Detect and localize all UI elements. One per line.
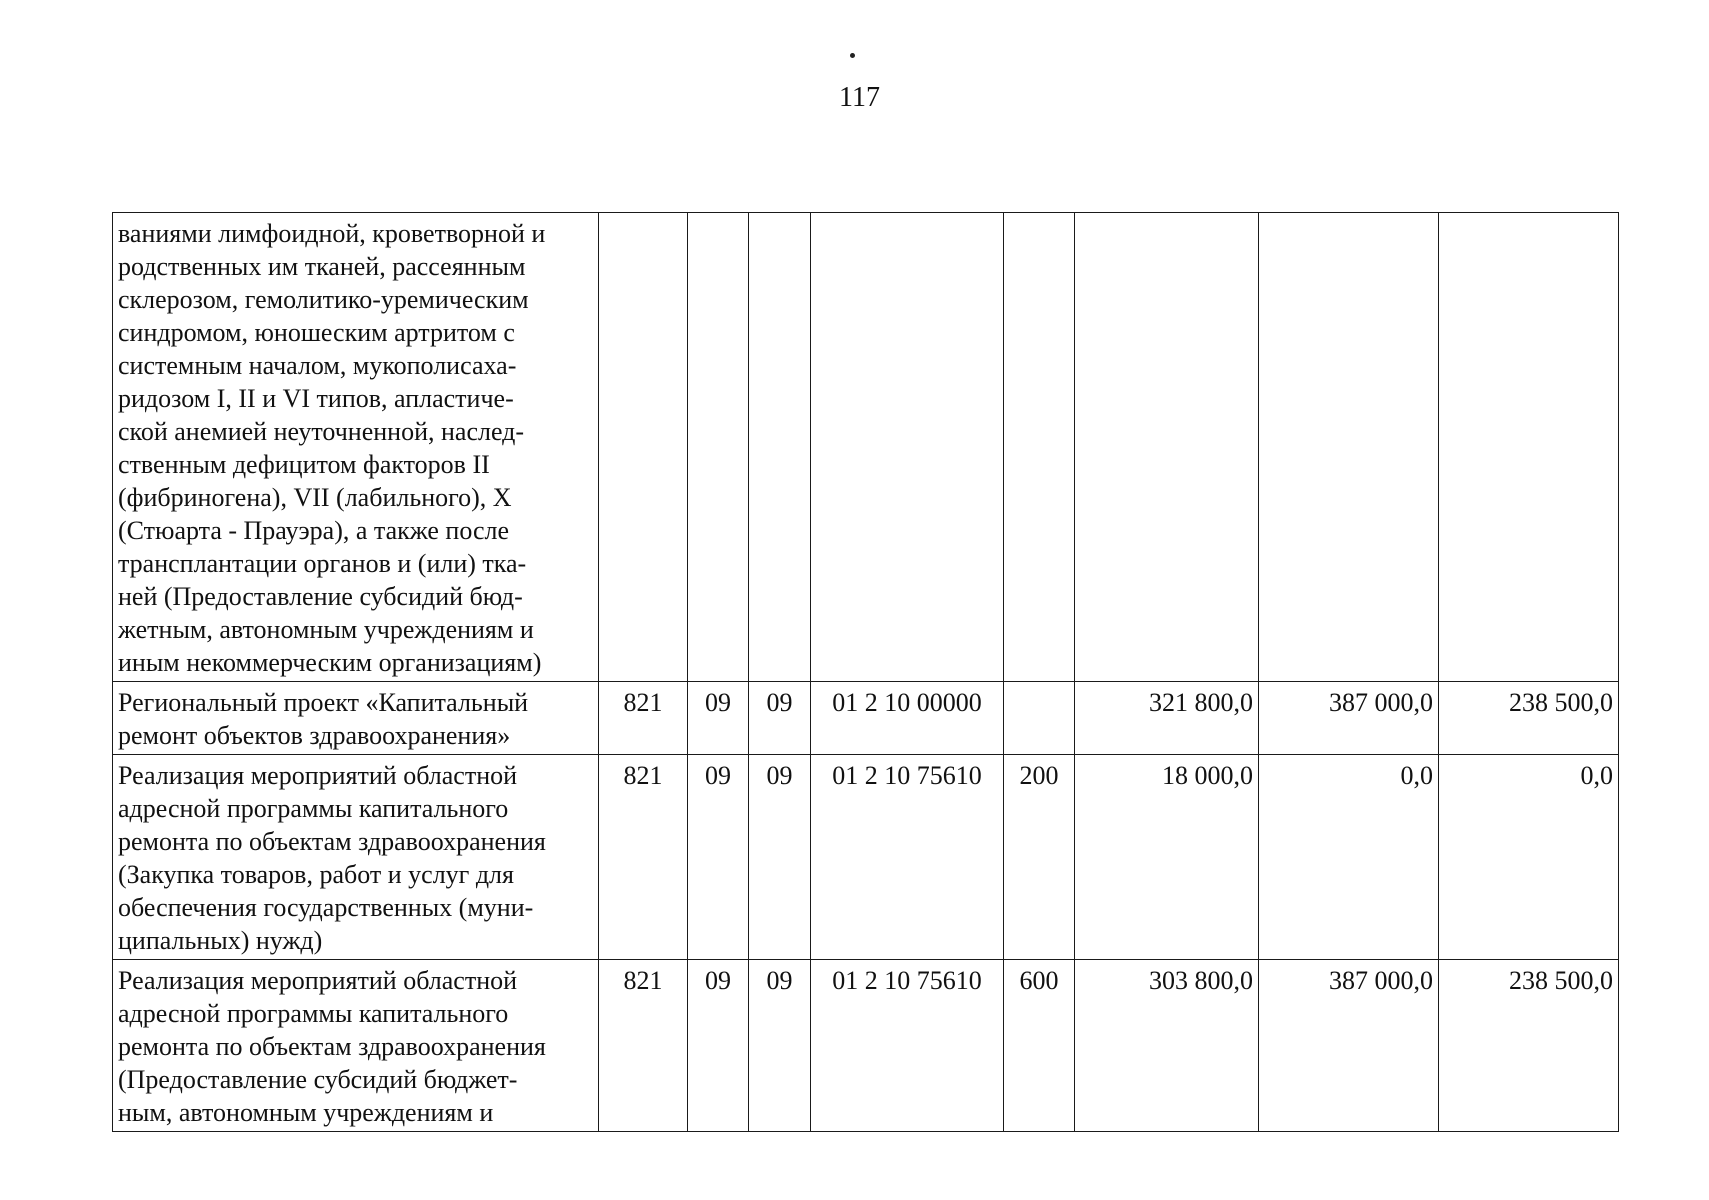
subsection-cell: 09	[749, 682, 811, 755]
description-line: трансплантации органов и (или) тка-	[118, 549, 527, 578]
description-line: ремонта по объектам здравоохранения	[118, 827, 546, 856]
description-line: жетным, автономным учреждениям и	[118, 615, 534, 644]
budget-table	[112, 212, 1619, 1132]
target-article-cell: 01 2 10 75610	[811, 755, 1004, 960]
description-line: адресной программы капитального	[118, 794, 509, 823]
description-line: (Стюарта - Прауэра), а также после	[118, 516, 510, 545]
description-line: иным некоммерческим организациям)	[118, 648, 542, 677]
year1-amount-cell	[1075, 213, 1259, 682]
table-row	[113, 960, 1619, 1132]
year1-amount-cell: 321 800,0	[1075, 682, 1259, 755]
description-line: ридозом I, II и VI типов, апластиче-	[118, 384, 514, 413]
ministry-cell: 821	[599, 682, 688, 755]
year3-amount-cell	[1439, 213, 1619, 682]
subsection-cell	[749, 213, 811, 682]
row-description	[113, 755, 599, 960]
expense-type-cell	[1004, 682, 1075, 755]
subsection-cell: 09	[749, 960, 811, 1132]
section-cell: 09	[688, 682, 749, 755]
description-line: ваниями лимфоидной, кроветворной и	[118, 219, 546, 248]
description-line: Региональный проект «Капитальный	[118, 688, 529, 717]
description-line: родственных им тканей, рассеянным	[118, 252, 526, 281]
year1-amount-cell: 18 000,0	[1075, 755, 1259, 960]
ministry-cell: 821	[599, 755, 688, 960]
description-line: обеспечения государственных (муни-	[118, 893, 534, 922]
row-description	[113, 682, 599, 755]
year2-amount-cell: 387 000,0	[1259, 960, 1439, 1132]
target-article-cell: 01 2 10 00000	[811, 682, 1004, 755]
description-line: (фибриногена), VII (лабильного), X	[118, 483, 512, 512]
table-body	[113, 213, 1619, 1132]
year3-amount-cell: 238 500,0	[1439, 960, 1619, 1132]
expense-type-cell	[1004, 213, 1075, 682]
row-description	[113, 960, 599, 1132]
description-line: ремонта по объектам здравоохранения	[118, 1032, 546, 1061]
page-number: 117	[839, 82, 880, 113]
section-cell: 09	[688, 960, 749, 1132]
description-line: склерозом, гемолитико-уремическим	[118, 285, 529, 314]
description-line: ней (Предоставление субсидий бюд-	[118, 582, 523, 611]
description-line: ным, автономным учреждениям и	[118, 1098, 494, 1127]
table-row	[113, 755, 1619, 960]
description-line: (Предоставление субсидий бюджет-	[118, 1065, 518, 1094]
description-line: ремонт объектов здравоохранения»	[118, 721, 511, 750]
year2-amount-cell: 387 000,0	[1259, 682, 1439, 755]
section-cell: 09	[688, 755, 749, 960]
ministry-cell	[599, 213, 688, 682]
subsection-cell: 09	[749, 755, 811, 960]
description-line: ципальных) нужд)	[118, 926, 323, 955]
description-line: адресной программы капитального	[118, 999, 509, 1028]
scan-speck	[850, 53, 855, 58]
year3-amount-cell: 0,0	[1439, 755, 1619, 960]
expense-type-cell: 600	[1004, 960, 1075, 1132]
expense-type-cell: 200	[1004, 755, 1075, 960]
year2-amount-cell	[1259, 213, 1439, 682]
table-row	[113, 682, 1619, 755]
year3-amount-cell: 238 500,0	[1439, 682, 1619, 755]
target-article-cell: 01 2 10 75610	[811, 960, 1004, 1132]
ministry-cell: 821	[599, 960, 688, 1132]
target-article-cell	[811, 213, 1004, 682]
description-line: ственным дефицитом факторов II	[118, 450, 490, 479]
description-line: Реализация мероприятий областной	[118, 761, 518, 790]
description-line: ской анемией неуточненной, наслед-	[118, 417, 525, 446]
table-row	[113, 213, 1619, 682]
year1-amount-cell: 303 800,0	[1075, 960, 1259, 1132]
description-line: синдромом, юношеским артритом с	[118, 318, 515, 347]
section-cell	[688, 213, 749, 682]
year2-amount-cell: 0,0	[1259, 755, 1439, 960]
description-line: (Закупка товаров, работ и услуг для	[118, 860, 514, 889]
row-description	[113, 213, 599, 682]
description-line: Реализация мероприятий областной	[118, 966, 518, 995]
description-line: системным началом, мукополисаха-	[118, 351, 517, 380]
